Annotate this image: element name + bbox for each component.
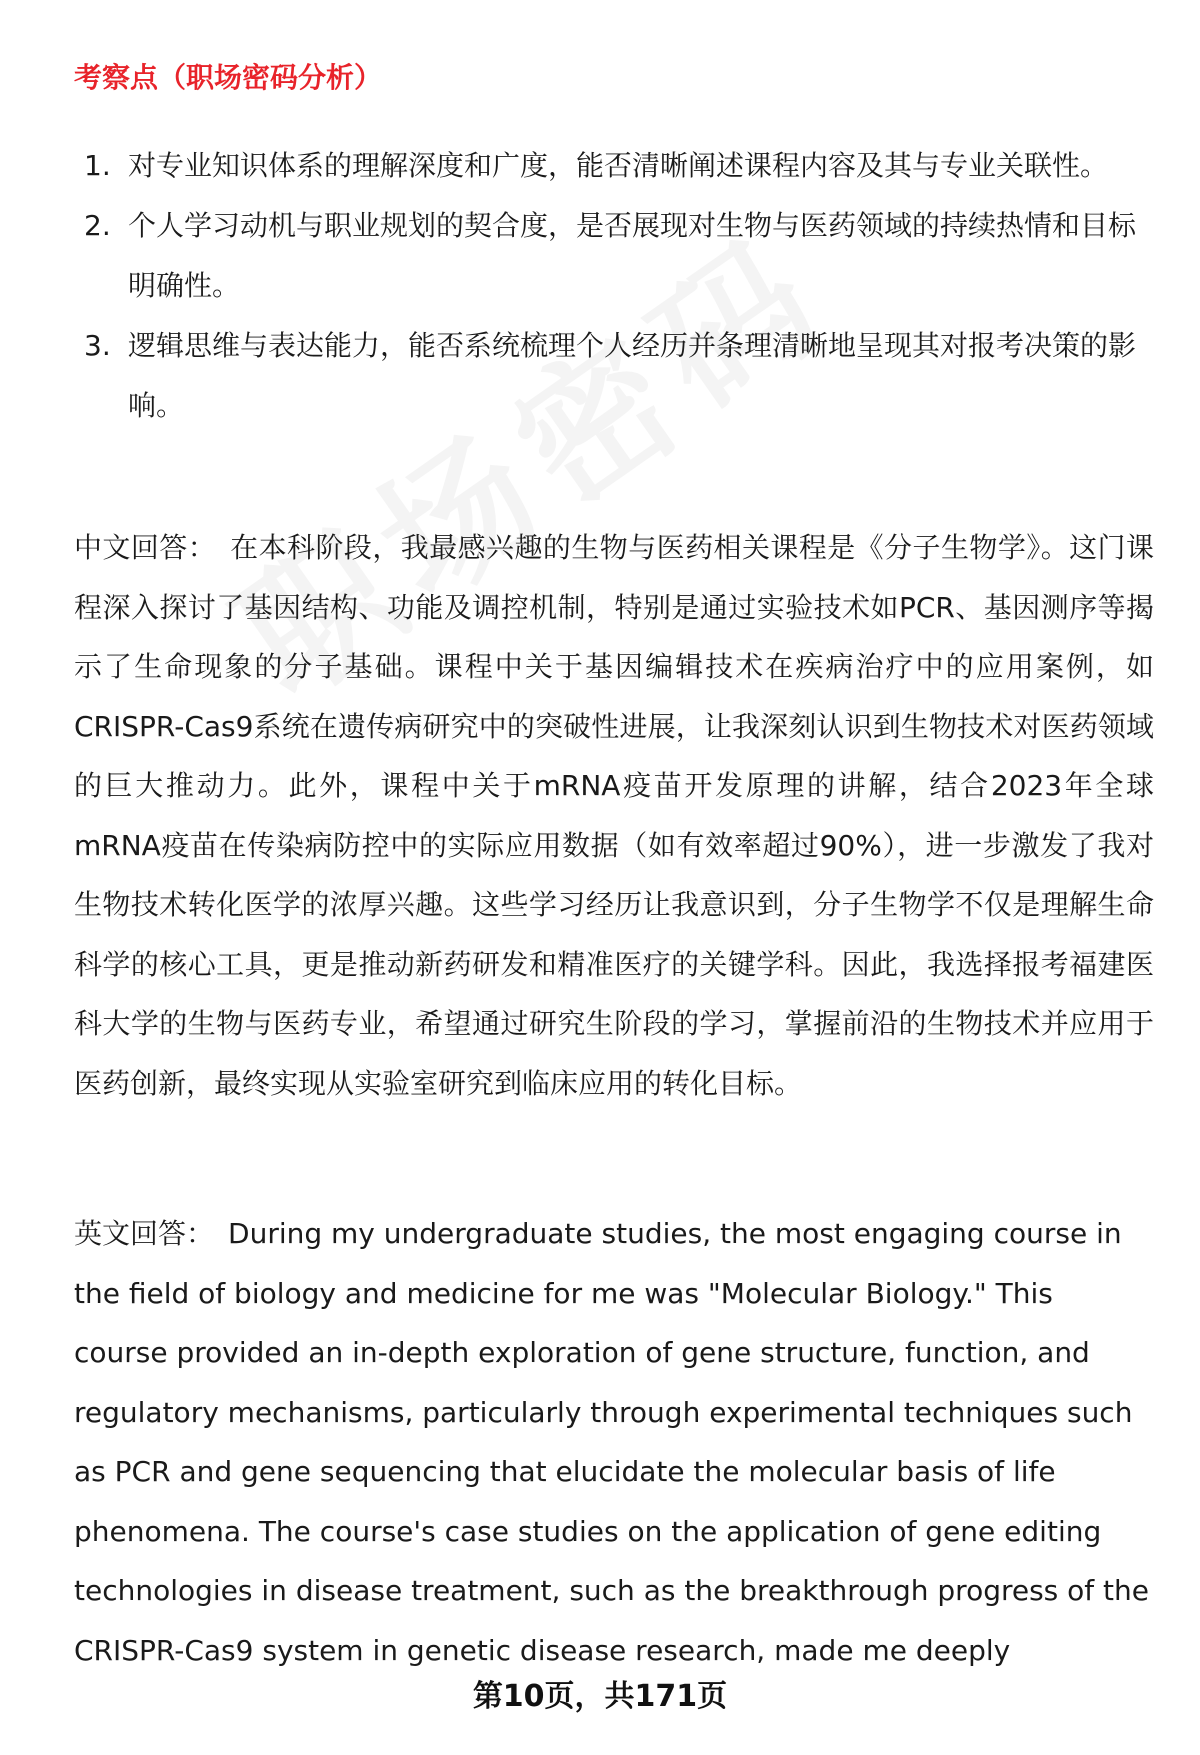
page-number-footer: 第10页，共171页: [472, 1679, 728, 1714]
assessment-points-list: [74, 136, 1144, 436]
list-item: [74, 196, 1144, 316]
english-answer-text: During my undergraduate studies, the most engaging course in the field of biology and medicine for me was "Molecular Biology." This course provided an in-depth exploration of gene structure, function, and regulatory mechanisms, particularly through experimental techniques such as PCR and gene sequencing that elucidate the molecular basis of life phenomena. The course's case studies on the application of gene editing technologies in disease treatment, such as the breakthrough progress of the CRISPR-Cas9 system in genetic disease research, made me deeply: [74, 1217, 1150, 1667]
chinese-answer-text: 在本科阶段，我最感兴趣的生物与医药相关课程是《分子生物学》。这门课程深入探讨了基因结构、功能及调控机制，特别是通过实验技术如PCR、基因测序等揭示了生命现象的分子基础。课程中关于基因编辑技术在疾病治疗中的应用案例，如CRISPR-Cas9系统在遗传病研究中的突破性进展，让我深刻认识到生物技术对医药领域的巨大推动力。此外，课程中关于mRNA疫苗开发原理的讲解，结合2023年全球mRNA疫苗在传染病防控中的实际应用数据（如有效率超过90%），进一步激发了我对生物技术转化医学的浓厚兴趣。这些学习经历让我意识到，分子生物学不仅是理解生命科学的核心工具，更是推动新药研发和精准医疗的关键学科。因此，我选择报考福建医科大学的生物与医药专业，希望通过研究生阶段的学习，掌握前沿的生物技术并应用于医药创新，最终实现从实验室研究到临床应用的转化目标。: [74, 531, 1154, 1100]
english-answer-paragraph: [74, 1204, 1154, 1680]
list-item-number: 2.: [84, 209, 111, 242]
list-item-number: 3.: [84, 329, 111, 362]
list-item-number: 1.: [84, 149, 111, 182]
section-heading: 考察点（职场密码分析）: [74, 61, 383, 94]
list-item-text: 对专业知识体系的理解深度和广度，能否清晰阐述课程内容及其与专业关联性。: [128, 149, 1109, 182]
list-item-text: 个人学习动机与职业规划的契合度，是否展现对生物与医药领域的持续热情和目标明确性。: [128, 209, 1137, 302]
list-item: [74, 136, 1144, 196]
english-answer-label: 英文回答：: [74, 1217, 215, 1250]
list-item-text: 逻辑思维与表达能力，能否系统梳理个人经历并条理清晰地呈现其对报考决策的影响。: [128, 329, 1137, 422]
chinese-answer-label: 中文回答：: [74, 531, 217, 564]
chinese-answer-paragraph: [74, 518, 1154, 1113]
list-item: [74, 316, 1144, 436]
